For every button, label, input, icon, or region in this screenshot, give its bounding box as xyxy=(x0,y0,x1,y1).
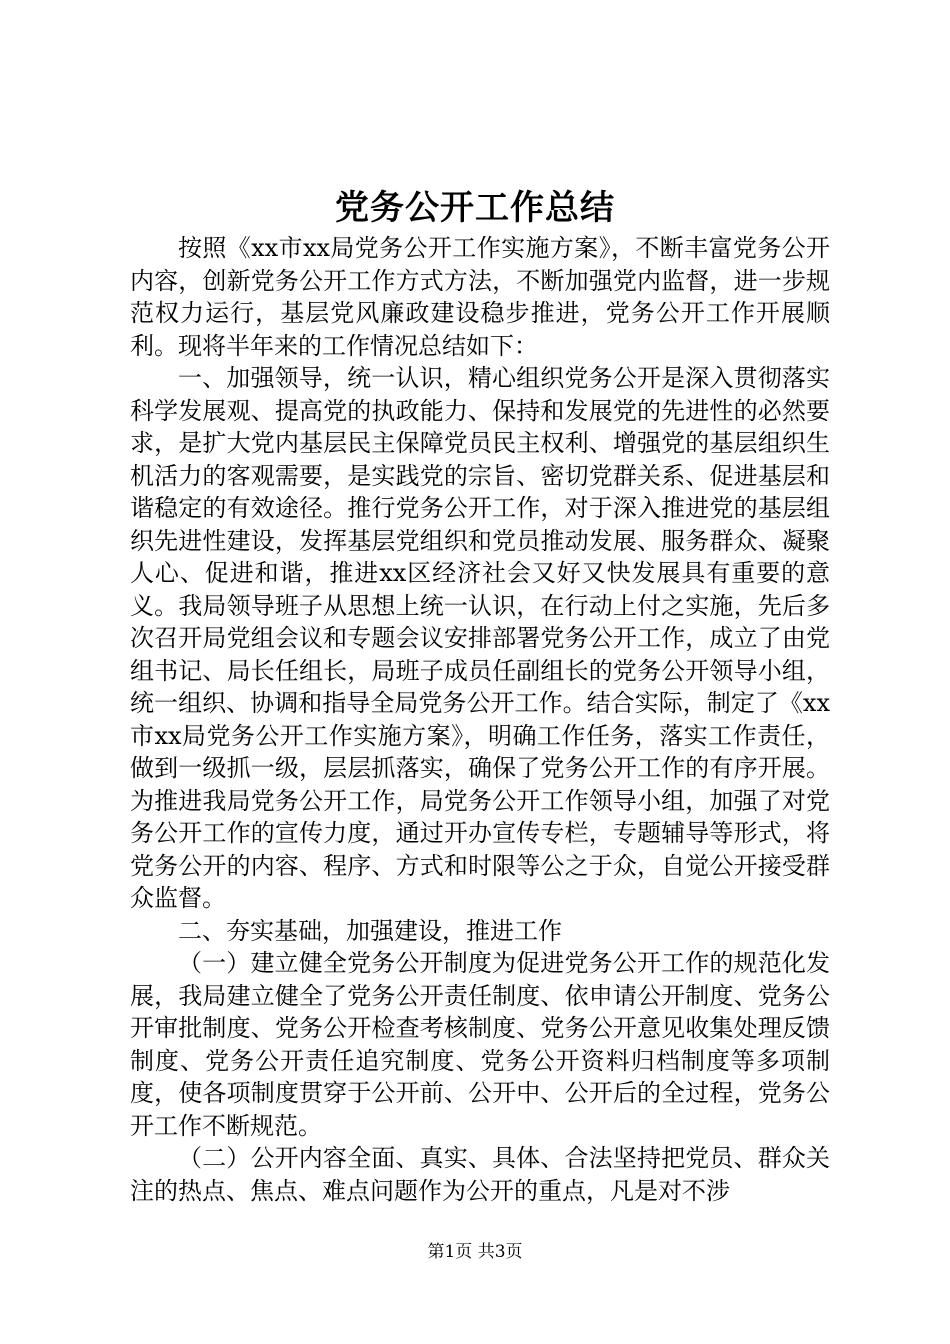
document-body xyxy=(130,232,830,1207)
paragraph-intro: 按照《xx市xx局党务公开工作实施方案》，不断丰富党务公开内容，创新党务公开工作方式方法，不断加强党内监督，进一步规范权力运行，基层党风廉政建设稳步推进，党务公开工作开展顺利。现将半年来的工作情况总结如下： xyxy=(130,234,830,360)
paragraph-subsection-one: （一）建立健全党务公开制度为促进党务公开工作的规范化发展，我局建立健全了党务公开责任制度、依申请公开制度、党务公开审批制度、党务公开检查考核制度、党务公开意见收集处理反馈制度、党务公开责任追究制度、党务公开资料归档制度等多项制度，使各项制度贯穿于公开前、公开中、公开后的全过程，党务公开工作不断规范。 xyxy=(130,949,830,1140)
document-title: 党务公开工作总结 xyxy=(335,188,615,228)
page-number-footer: 第1页 共3页 xyxy=(427,1242,523,1262)
paragraph-section-two-heading: 二、夯实基础，加强建设，推进工作 xyxy=(178,916,562,945)
paragraph-subsection-two: （二）公开内容全面、真实、具体、合法坚持把党员、群众关注的热点、焦点、难点问题作为公开的重点，凡是对不涉 xyxy=(130,1144,830,1205)
paragraph-section-one: 一、加强领导，统一认识，精心组织党务公开是深入贯彻落实科学发展观、提高党的执政能力、保持和发展党的先进性的必然要求，是扩大党内基层民主保障党员民主权利、增强党的基层组织生机活力的客观需要，是实践党的宗旨、密切党群关系、促进基层和谐稳定的有效途径。推行党务公开工作，对于深入推进党的基层组织先进性建设，发挥基层党组织和党员推动发展、服务群众、凝聚人心、促进和谐，推进xx区经济社会又好又快发展具有重要的意义。我局领导班子从思想上统一认识，在行动上付之实施，先后多次召开局党组会议和专题会议安排部署党务公开工作，成立了由党组书记、局长任组长，局班子成员任副组长的党务公开领导小组，统一组织、协调和指导全局党务公开工作。结合实际，制定了《xx市xx局党务公开工作实施方案》，明确工作任务，落实工作责任，做到一级抓一级，层层抓落实，确保了党务公开工作的有序开展。为推进我局党务公开工作，局党务公开工作领导小组，加强了对党务公开工作的宣传力度，通过开办宣传专栏，专题辅导等形式，将党务公开的内容、程序、方式和时限等公之于众，自觉公开接受群众监督。 xyxy=(130,364,830,912)
